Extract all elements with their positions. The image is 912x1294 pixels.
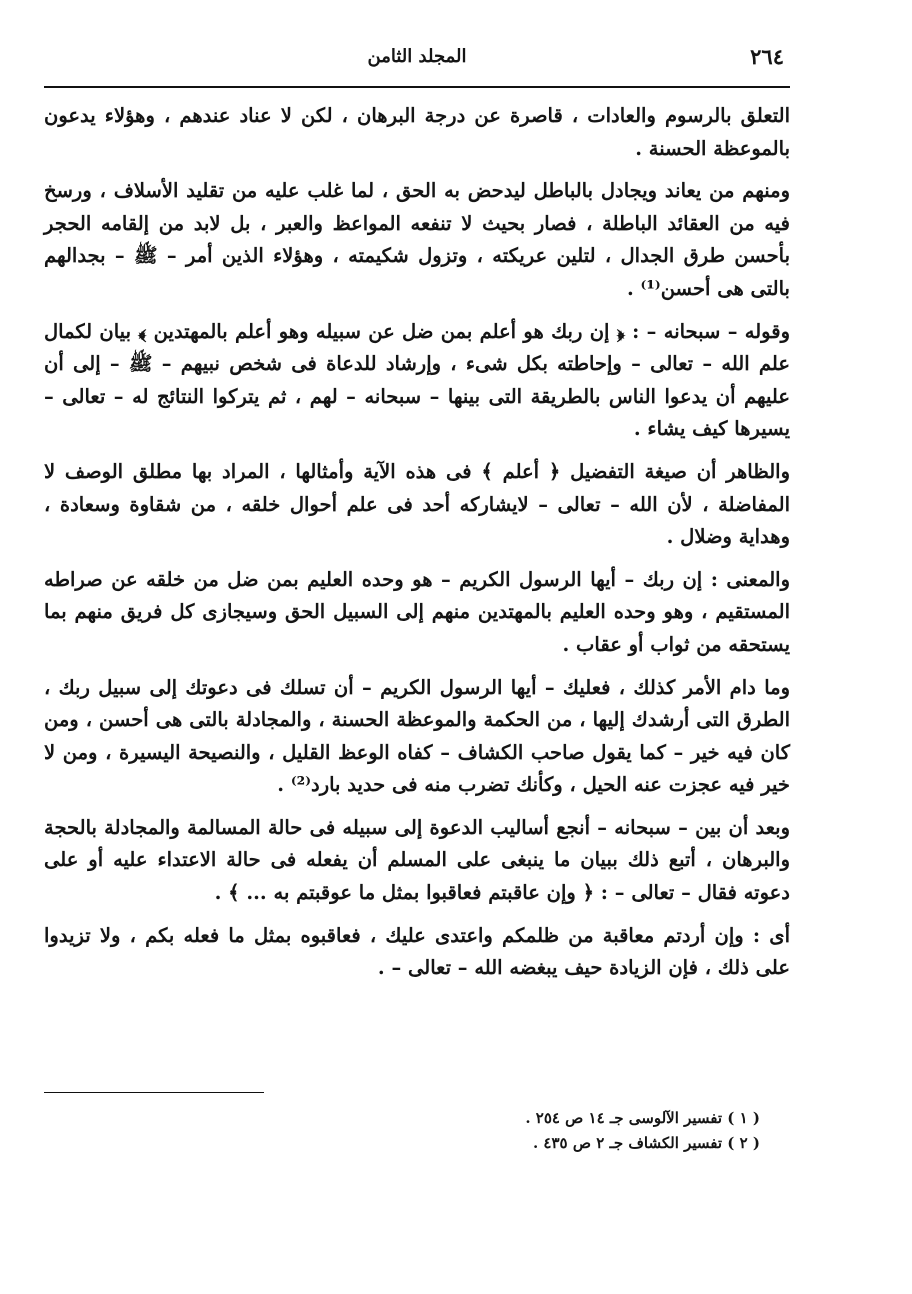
paragraph: وبعد أن بين – سبحانه – أنجع أساليب الدعوة إلى سبيله فى حالة المسالمة والمجادلة بالحجة والبرهان ، أتبع ذلك ببيان ما ينبغى على المسلم أن يفعله فى حالة الاعتداء عليه أو على دعوته فقال – تعالى – : ﴿ وإن عاقبتم فعاقبوا بمثل ما عوقبتم به ... ﴾ .: [44, 815, 790, 905]
paragraph: ومنهم من يعاند ويجادل بالباطل ليدحض به الحق ، لما غلب عليه من تقليد الأسلاف ، ورسخ فيه من العقائد الباطلة ، فصار بحيث لا تنفعه المواعظ والعبر ، بل لابد من إلقامه الحجر بأحسن طرق الجدال ، لتلين عريكته ، وتزول شكيمته ، وهؤلاء الذين أمر – ﷺ – بجدالهم بالتى هى أحسن⁽¹⁾ .: [44, 179, 790, 300]
page-header: [44, 44, 790, 88]
paragraph: وما دام الأمر كذلك ، فعليك – أيها الرسول الكريم – أن تسلك فى دعوتك إلى سبيل ربك ، الطرق التى أرشدك إليها ، من الحكمة والموعظة الحسنة ، والمجادلة بالتى هى أحسن ، ومن كان فيه خير – كما يقول صاحب الكشاف – كفاه الوعظ القليل ، والنصيحة اليسيرة ، ومن لا خير فيه عجزت عنه الحيل ، وكأنك تضرب منه فى حديد بارد⁽²⁾ .: [44, 675, 790, 797]
paragraph: التعلق بالرسوم والعادات ، قاصرة عن درجة البرهان ، لكن لا عناد عندهم ، وهؤلاء يدعون بالموعظة الحسنة .: [44, 104, 790, 160]
paragraph: والظاهر أن صيغة التفضيل ﴿ أعلم ﴾ فى هذه الآية وأمثالها ، المراد بها مطلق الوصف لا المفاضلة ، لأن الله – تعالى – لايشاركه أحد فى علم أحوال خلقه ، من شقاوة وسعادة ، وهداية وضلال .: [44, 459, 790, 549]
footnotes: [525, 1106, 760, 1156]
paragraph: وقوله – سبحانه – : ﴿ إن ربك هو أعلم بمن ضل عن سبيله وهو أعلم بالمهتدين ﴾ بيان لكمال علم الله – تعالى – وإحاطته بكل شىء ، وإرشاد للدعاة فى شخص نبيهم – ﷺ – إلى أن عليهم أن يدعوا الناس بالطريقة التى بينها – سبحانه – لهم ، ثم يتركوا النتائج له – تعالى – يسيرها كيف يشاء .: [44, 319, 790, 441]
paragraph: والمعنى : إن ربك – أيها الرسول الكريم – هو وحده العليم بمن ضل من خلقه عن صراطه المستقيم ، وهو وحده العليم بالمهتدين منهم إلى السبيل الحق وسيجازى كل فريق منهم بما يستحقه من ثواب أو عقاب .: [44, 567, 790, 656]
footnote-divider: [44, 1092, 264, 1093]
page-number: ٢٦٤: [750, 44, 784, 69]
footnote: ( ٢ ) تفسير الكشاف جـ ٢ ص ٤٣٥ .: [532, 1134, 760, 1152]
footnote: ( ١ ) تفسير الآلوسى جـ ١٤ ص ٢٥٤ .: [525, 1109, 760, 1127]
body-text: [44, 100, 790, 985]
paragraph: أى : وإن أردتم معاقبة من ظلمكم واعتدى عليك ، فعاقبوه بمثل ما فعله بكم ، ولا تزيدوا على ذلك ، فإن الزيادة حيف يبغضه الله – تعالى – .: [44, 923, 790, 980]
book-page: [44, 44, 790, 1254]
running-title: المجلد الثامن: [367, 46, 467, 67]
